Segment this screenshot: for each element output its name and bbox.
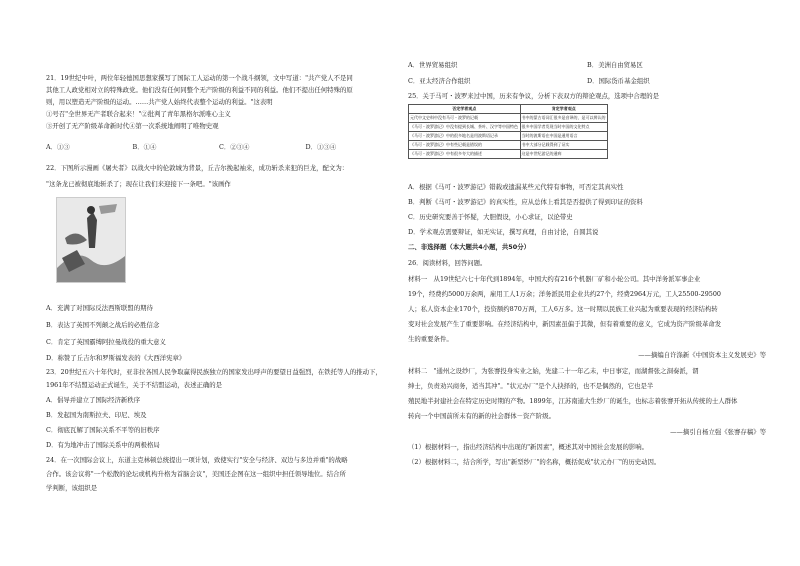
q21-options xyxy=(46,143,392,152)
table-cell: 书中大部分记载得到了证实 xyxy=(520,141,607,150)
q21-option-d: D．①③④ xyxy=(305,143,337,151)
q22-option-d: D．称赞了丘吉尔和罗斯福发表的《大西洋宪章》 xyxy=(46,354,186,362)
q25-option-d: D．学术观点需要辩证，如无实证，撰写真理，自由讨论，自圆其说 xyxy=(408,228,599,236)
q21-option-c: C．②③④ xyxy=(219,143,250,151)
q24-line3: 学判断，该组织是 xyxy=(46,484,98,492)
table-row xyxy=(409,141,608,150)
table-cell: 《马可・波罗游记》中有很多夸大的描述 xyxy=(409,150,521,159)
q22-line1: 22．下图所示漫画《屠夫者》以战火中的伦敦城为背景，丘吉尔挽起袖来，成功斩杀来犯的巨龙，配文为： xyxy=(46,164,349,172)
q21-line5: ③开创了无产阶级革命新时代④第一次系统地阐明了唯物史观 xyxy=(46,122,219,130)
q21-line4: ①号召"全世界无产者联合起来！"②批判了青年黑格尔派唯心主义 xyxy=(46,110,231,118)
q21-option-a: A．①③ xyxy=(46,143,70,151)
section-heading: 二、非选择题（本大题共4小题，共50分） xyxy=(408,243,530,251)
table-cell: 《马可・波罗游记》中有些记载是错误的 xyxy=(409,141,521,150)
q26-m1-source: ——摘编自许涤新《中国资本主义发展史》等 xyxy=(638,351,766,359)
table-cell: 当时的波斯语在中国是通用语言 xyxy=(520,132,607,141)
table-cell: 《马可・波罗游记》中没有提到长城、茶叶、汉字等中国特色 xyxy=(409,123,521,132)
q26-m2-line: 转向一个中国前所未有的新的社会群体－资产阶级。 xyxy=(408,412,555,420)
q24-option-a: A．世界贸易组织 xyxy=(408,61,458,69)
table-row xyxy=(409,150,608,159)
table-cell: 元代中文史料中没有马可・波罗的记载 xyxy=(409,114,521,123)
q23-line2: 1961年不结盟运动正式诞生，关于不结盟运动，表述正确的是 xyxy=(46,381,223,389)
q24-options-row2 xyxy=(408,77,766,86)
q23-option-a: A．倡导并建立了国际经济新秩序 xyxy=(46,396,141,404)
table-row xyxy=(409,114,608,123)
q26-ask2: （2）根据材料二，结合所学，写出"新型纱厂"的名称，概括促成"状元办厂"的历史动因。 xyxy=(408,458,661,466)
q26-m1-line: 变对社会发展产生了重要影响。在经济结构中，新因素虽偏于其微，但有着重要的意义，它成为资产阶级革命发 xyxy=(408,320,722,328)
q21-line1: 21．19世纪中叶，两位年轻德国思想家撰写了国际工人运动的第一个战斗纲领，文中写道："共产党人不是同 xyxy=(46,74,353,82)
q24-option-d: D．国际货币基金组织 xyxy=(587,77,650,85)
q25-option-b: B．判断《马可・波罗游记》的真实性，应从总体上看其是否提供了得到印证的资料 xyxy=(408,198,643,206)
q26-m2-line: 绅士，负责劝兴商务，适当其冲"。"状元办厂"是个人抉择的，也不是偶然的，它也是半 xyxy=(408,382,654,390)
table-row xyxy=(409,132,608,141)
table-head-negative: 否定学者观点 xyxy=(409,105,521,114)
q22-option-c: C．肯定了英国霸缚阿拉曼战役的重大意义 xyxy=(46,338,166,346)
table-header xyxy=(409,105,608,114)
q21-line2: 其他工人政党相对立的特殊政党。他们没有任何同整个无产阶级的利益不同的利益。他们不提出任何特殊的原 xyxy=(46,86,353,94)
q23-line1: 23．20世纪五六十年代时，亚非拉各国人民争取赢得民族独立的国家发出呼声的要望日益强烈，在铁托等人的推动下， xyxy=(46,368,382,376)
q21-option-b: B．①④ xyxy=(132,143,157,151)
q23-option-b: B．发起国为南斯拉夫、印尼、埃及 xyxy=(46,411,147,419)
q24-option-c: C．亚太经济合作组织 xyxy=(408,77,471,85)
viewpoint-table xyxy=(408,104,608,159)
table-row xyxy=(409,123,608,132)
q26-m1-line: 19个，经费约5000万余两，雇用工人1万余；洋务派民用企业共约27个，经费2964万元，工人25500-29500 xyxy=(408,290,721,298)
q26-m2-line: 殖民地半封建社会在特定历史时期的产物。1899年，江苏南通大生纱厂的诞生，也标志着张謇开拓从传统的士人群体 xyxy=(408,397,738,405)
q25-option-a: A．根据《马可・波罗游记》错载或遗漏某些元代特有事物，可否定其真实性 xyxy=(408,183,624,191)
q23-option-d: D．有为地冲击了国际关系中的两极格局 xyxy=(46,441,160,449)
q26-m1-line: 材料一 从19世纪六七十年代到1894年，中国大约有216个机器厂矿和小轮公司。其中洋务派军事企业 xyxy=(408,275,701,283)
q22-line2: "这条龙已被彻底地斩杀了；现在让我们来迎接下一条吧。"该画作 xyxy=(46,180,231,188)
cartoon-image xyxy=(56,197,126,283)
table-cell: 《马可・波罗游记》中的很多地名是用波斯语记录 xyxy=(409,132,521,141)
q22-option-b: B．表达了英国不列颠之战后的必胜信念 xyxy=(46,321,160,329)
q26-ask1: （1）根据材料一，指出经济结构中出现的"新因素"，概述其对中国社会发展的影响。 xyxy=(408,443,649,451)
table-cell: 这是中世纪游记的通病 xyxy=(520,150,607,159)
q26-m1-line: 人；私人资本企业170个，投资额约870万两，工人6万多。这一时期以民族工业兴起为重要表现的经济结构转 xyxy=(408,305,718,313)
q26-title: 26．阅读材料，回答问题。 xyxy=(408,259,487,267)
table-cell: 很多中国学者发现当时中国的文化特点 xyxy=(520,123,607,132)
table-cell: 书中的蒙古语词汇很多是音译的，是可以辨认的 xyxy=(520,114,607,123)
q21-line3: 则，用以塑造无产阶级的运动。……共产党人始终代表整个运动的利益。"这表明 xyxy=(46,98,273,106)
q24-options-row1 xyxy=(408,61,766,70)
q24-line1: 24．在一次国际会议上，东道主克林顿总统提出一项计划，致使实行"安全与经济、双边与多边并重"的战略 xyxy=(46,456,348,464)
q26-m2-source: ——摘引自杨立强《张謇存稿》等 xyxy=(670,428,766,436)
q23-option-c: C．彻底瓦解了国际关系不平等的旧秩序 xyxy=(46,426,160,434)
q24-line2: 合作。该会议将"一个松散的论坛或机构升格为首脑会议"，美国还企图在这一组织中担任领导地位。结合所 xyxy=(46,470,346,478)
q25-option-c: C．历史研究要善于怀疑，大胆假设，小心求证，以论带史 xyxy=(408,213,573,221)
q25-line1: 25．关于马可・波罗来过中国，历来有争议，分析下表双方的辩论观点，选项中合理的是 xyxy=(408,92,659,100)
table-head-positive: 肯定学者观点 xyxy=(520,105,607,114)
q24-option-b: B．美洲自由贸易区 xyxy=(587,61,643,69)
q22-option-a: A．充满了对国际反法西斯联盟的期待 xyxy=(46,304,153,312)
q26-m2-line: 材料二 "通州之设纱厂，为张謇投身实业之始，先建二十一年乙未，中日事定，而湖督张之洞奏派，谓 xyxy=(408,367,699,375)
q26-m1-line: 生的重要条件。 xyxy=(408,335,453,343)
